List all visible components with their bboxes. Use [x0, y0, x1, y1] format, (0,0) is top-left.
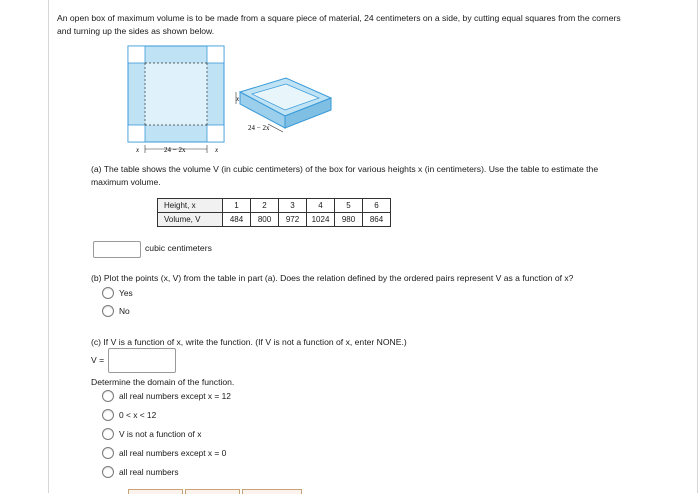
box-width-label: 24 − 2x — [248, 124, 270, 132]
bottom-button-1[interactable] — [128, 489, 183, 494]
option-no-label: No — [119, 306, 130, 316]
domain-option[interactable] — [102, 409, 302, 421]
part-b-question: (b) Plot the points (x, V) from the table in part (a). Does the relation defined by the ordered pairs represent V as a function of x? — [91, 273, 574, 283]
flat-label-x-right: x — [215, 146, 219, 154]
problem-intro — [57, 12, 697, 38]
bottom-button-3[interactable] — [242, 489, 302, 494]
height-cell: 4 — [307, 199, 335, 213]
row-header-volume: Volume, V — [158, 213, 223, 227]
height-cell: 3 — [279, 199, 307, 213]
domain-option-label: all real numbers except x = 0 — [119, 448, 227, 458]
volume-cell: 864 — [363, 213, 391, 227]
domain-option-label: 0 < x < 12 — [119, 410, 157, 420]
domain-radio[interactable] — [102, 428, 114, 440]
box-figure — [118, 40, 348, 160]
volume-cell: 800 — [251, 213, 279, 227]
domain-option[interactable] — [102, 390, 302, 402]
domain-radio[interactable] — [102, 447, 114, 459]
unit-label: cubic centimeters — [145, 243, 212, 253]
part-c-question: (c) If V is a function of x, write the function. (If V is not a function of x, enter NONE.) — [91, 337, 407, 347]
table-row-volume — [158, 213, 391, 227]
flat-sheet-diagram — [128, 46, 224, 153]
height-cell: 2 — [251, 199, 279, 213]
height-cell: 5 — [335, 199, 363, 213]
table-row-height — [158, 199, 391, 213]
domain-radio[interactable] — [102, 466, 114, 478]
domain-radio[interactable] — [102, 390, 114, 402]
option-yes[interactable] — [102, 287, 182, 299]
domain-option[interactable] — [102, 428, 302, 440]
intro-line-1: An open box of maximum volume is to be made from a square piece of material, 24 centimeters on a side, by cutting equal squares from the corners — [57, 13, 621, 23]
volume-cell: 972 — [279, 213, 307, 227]
part-a-line-2: maximum volume. — [91, 177, 161, 187]
volume-cell: 484 — [223, 213, 251, 227]
height-volume-table — [157, 198, 391, 227]
option-yes-label: Yes — [119, 288, 133, 298]
volume-cell: 980 — [335, 213, 363, 227]
function-input[interactable] — [108, 348, 176, 373]
flat-label-x-left: x — [136, 146, 140, 154]
option-no[interactable] — [102, 305, 182, 317]
v-equals-label: V = — [91, 355, 105, 365]
part-a-text — [91, 163, 598, 189]
volume-cell: 1024 — [307, 213, 335, 227]
domain-prompt: Determine the domain of the function. — [91, 377, 235, 387]
part-a-line-1: (a) The table shows the volume V (in cubic centimeters) of the box for various heights x (in centimeters). Use the table to estimate the — [91, 164, 599, 174]
radio-yes[interactable] — [102, 287, 114, 299]
row-header-height: Height, x — [158, 199, 223, 213]
domain-option[interactable] — [102, 466, 302, 478]
bottom-button-2[interactable] — [185, 489, 240, 494]
domain-radio[interactable] — [102, 409, 114, 421]
box-height-label: x — [236, 95, 240, 103]
max-volume-input[interactable] — [93, 241, 141, 258]
height-cell: 6 — [363, 199, 391, 213]
radio-no[interactable] — [102, 305, 114, 317]
domain-option-label: all real numbers except x = 12 — [119, 391, 231, 401]
intro-line-2: and turning up the sides as shown below. — [57, 26, 215, 36]
domain-option[interactable] — [102, 447, 302, 459]
domain-option-label: V is not a function of x — [119, 429, 202, 439]
flat-label-width: 24 − 2x — [164, 146, 186, 154]
domain-option-label: all real numbers — [119, 467, 179, 477]
height-cell: 1 — [223, 199, 251, 213]
